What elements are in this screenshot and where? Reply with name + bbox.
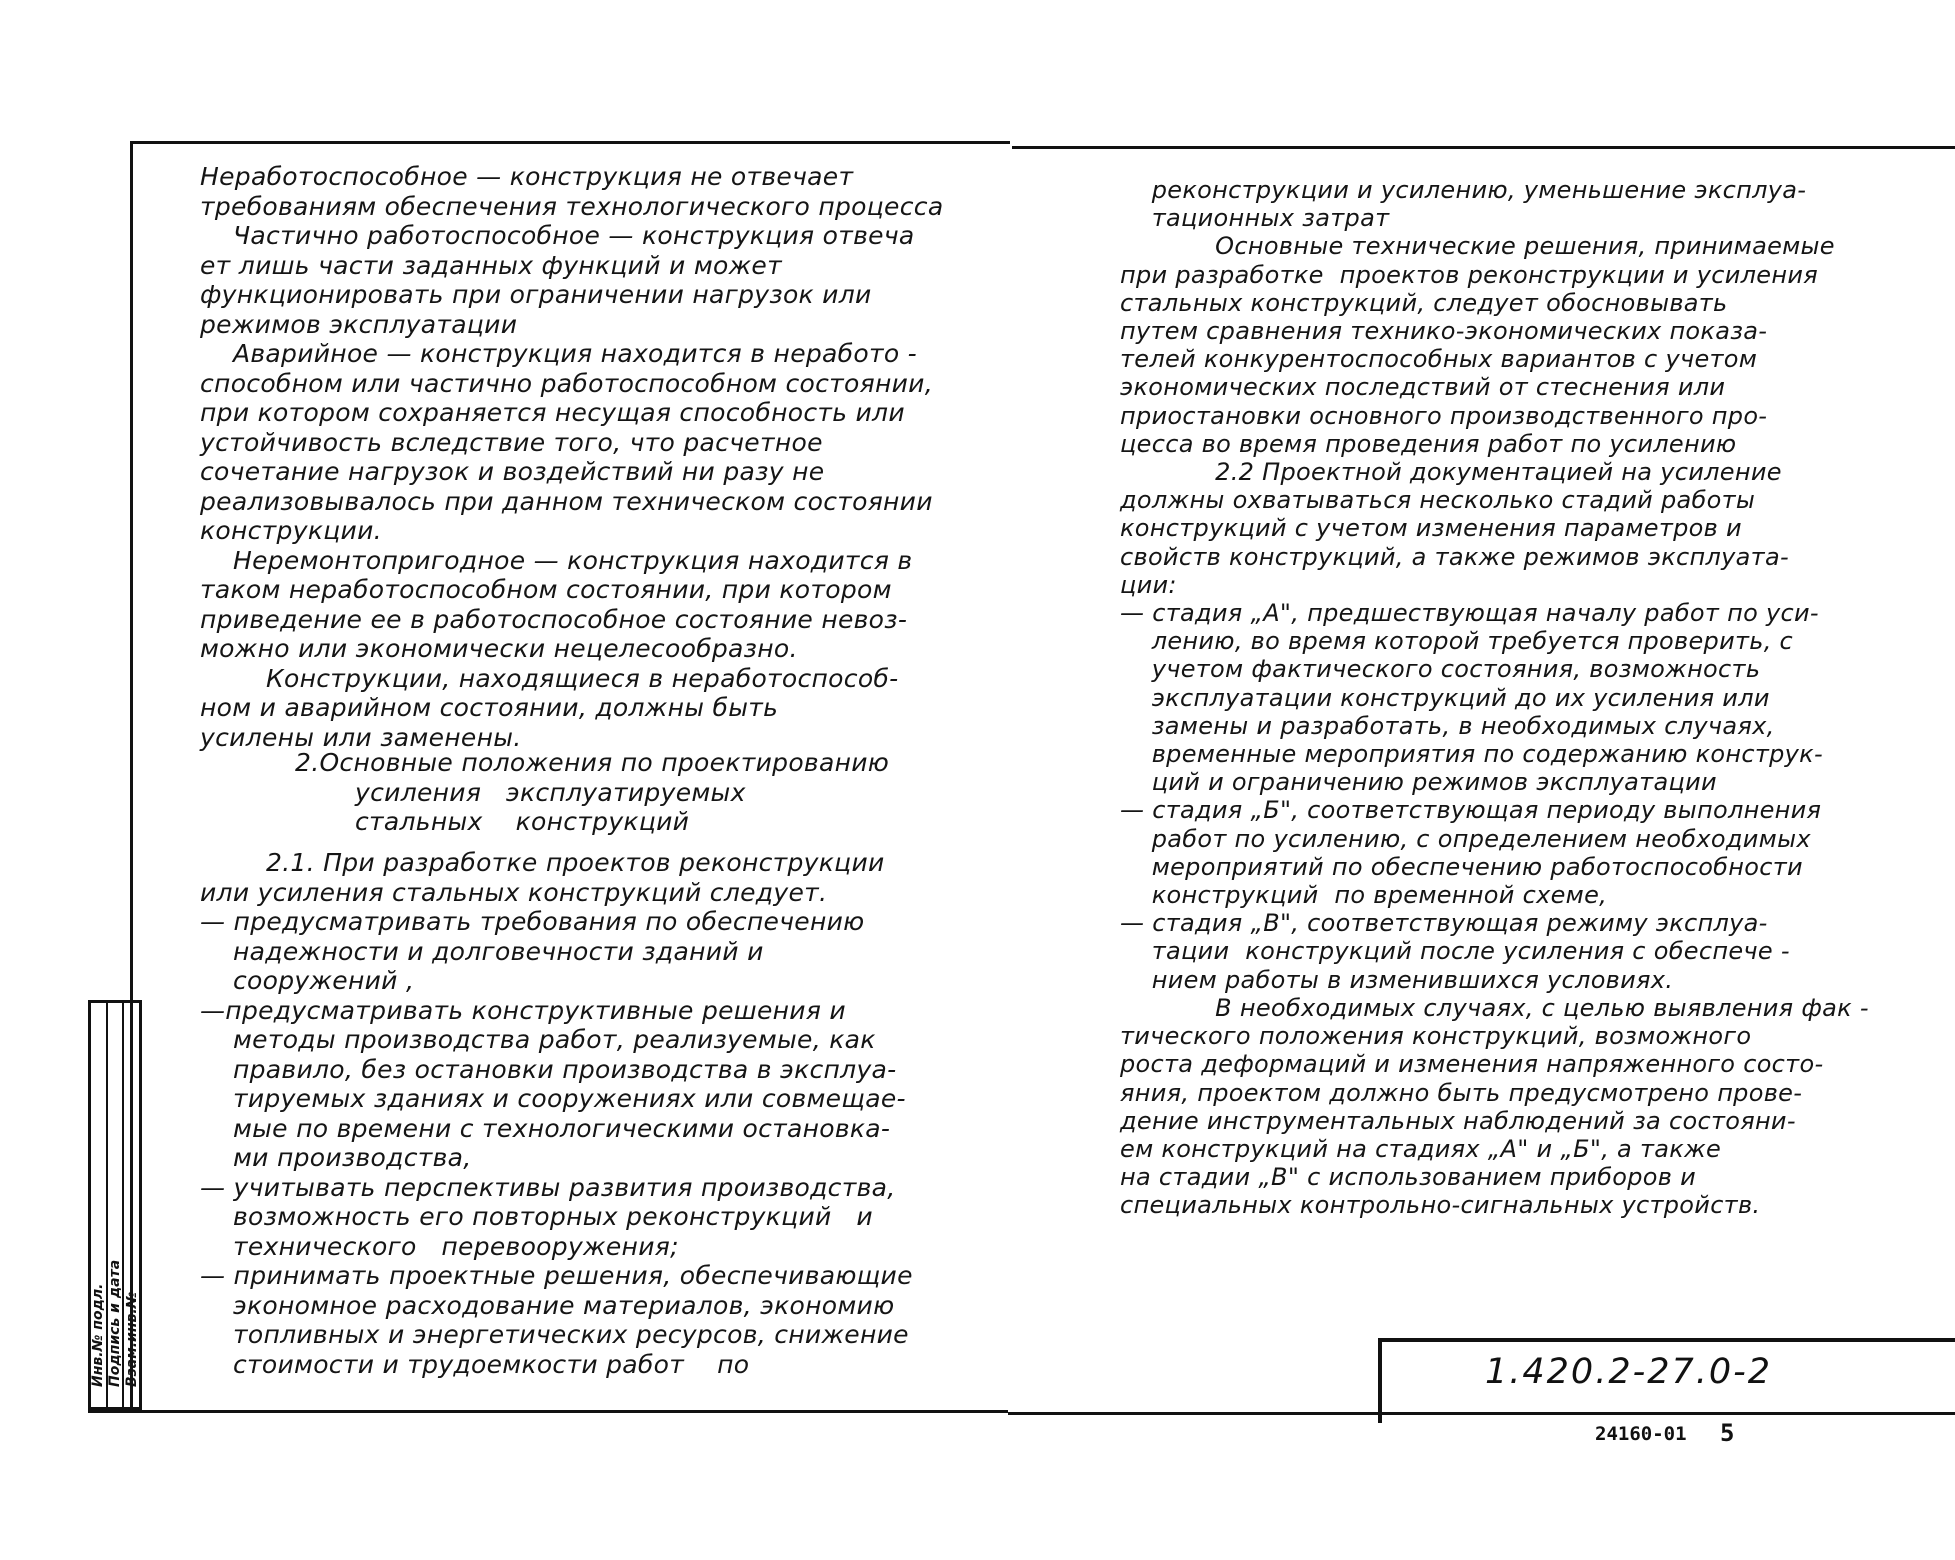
text-line: на стадии „В" с использованием приборов и xyxy=(1120,1163,1697,1192)
text-line: функционировать при ограничении нагрузок или xyxy=(200,280,872,309)
side-stamp-cell xyxy=(91,1003,108,1407)
text-line: или усиления стальных конструкций следует. xyxy=(200,877,828,907)
text-line: тируемых зданиях и сооружениях или совмещае- xyxy=(200,1084,906,1113)
side-stamp-cell xyxy=(108,1003,125,1407)
side-stamp-cell xyxy=(124,1003,139,1407)
text-line: учетом фактического состояния, возможность xyxy=(1120,655,1761,684)
text-line: конструкции. xyxy=(200,516,382,545)
text-line: при котором сохраняется несущая способность или xyxy=(200,398,905,427)
text-line: — принимать проектные решения, обеспечивающие xyxy=(200,1261,913,1290)
text-line: приведение ее в работоспособное состояние невоз- xyxy=(200,604,908,634)
text-line: реконструкции и усилению, уменьшение эксплуа- xyxy=(1120,176,1807,204)
text-line: телей конкурентоспособных вариантов с учетом xyxy=(1120,345,1758,374)
text-line: Конструкции, находящиеся в неработоспособ- xyxy=(200,663,899,693)
text-line: экономических последствий от стеснения или xyxy=(1120,373,1726,402)
text-line: методы производства работ, реализуемые, как xyxy=(200,1025,876,1054)
text-line: ном и аварийном состоянии, должны быть xyxy=(200,693,779,722)
text-line: временные мероприятия по содержанию конструк- xyxy=(1120,740,1823,769)
text-line: мые по времени с технологическими остановка- xyxy=(200,1113,891,1143)
text-line: — стадия „В", соответствующая режиму эксплуа- xyxy=(1120,909,1768,938)
text-line: — стадия „А", предшествующая началу работ по уси- xyxy=(1120,599,1819,628)
text-line: возможность его повторных реконструкций и xyxy=(200,1202,873,1231)
text-line: усилены или заменены. xyxy=(200,722,522,752)
text-line: приостановки основного производственного про- xyxy=(1120,401,1768,430)
text-line: работ по усилению, с определением необходимых xyxy=(1120,824,1811,853)
text-line: тации конструкций после усиления с обеспече - xyxy=(1120,937,1790,966)
text-line: режимов эксплуатации xyxy=(200,309,518,339)
right-column xyxy=(1120,176,1950,1220)
left-column-definitions xyxy=(200,162,1000,752)
text-line: при разработке проектов реконструкции и усиления xyxy=(1120,260,1818,289)
text-line: Неработоспособное — конструкция не отвечает xyxy=(200,162,854,191)
text-line: дение инструментальных наблюдений за состояни- xyxy=(1120,1106,1796,1135)
text-line: лению, во время которой требуется проверить, с xyxy=(1120,627,1794,656)
text-line: эксплуатации конструкций до их усиления или xyxy=(1120,683,1770,712)
text-line: путем сравнения технико-экономических показа- xyxy=(1120,317,1768,346)
side-stamp-inv-label: Инв.№ подл. xyxy=(90,1283,107,1387)
text-line: — учитывать перспективы развития производства, xyxy=(200,1172,896,1202)
section-heading-line: усиления эксплуатируемых xyxy=(355,777,746,807)
text-line: —предусматривать конструктивные решения и xyxy=(200,995,846,1025)
text-line: технического перевооружения; xyxy=(200,1231,679,1261)
text-line: тационных затрат xyxy=(1120,204,1390,233)
text-line: надежности и долговечности зданий и xyxy=(200,936,764,966)
text-line: стоимости и трудоемкости работ по xyxy=(200,1349,750,1379)
side-stamp-signature-label: Подпись и дата xyxy=(107,1259,123,1387)
text-line: цесса во время проведения работ по усилению xyxy=(1120,429,1737,458)
frame-top-left xyxy=(130,141,1010,144)
text-line: устойчивость вследствие того, что расчетное xyxy=(200,427,823,457)
text-line: свойств конструкций, а также режимов эксплуата- xyxy=(1120,542,1789,571)
archive-number: 24160-01 xyxy=(1595,1423,1687,1445)
text-line: ции: xyxy=(1120,570,1177,599)
frame-bottom-left xyxy=(88,1410,1008,1413)
text-line: яния, проектом должно быть предусмотрено прове- xyxy=(1120,1078,1803,1107)
text-line: требованиям обеспечения технологического процесса xyxy=(200,191,944,221)
text-line: В необходимых случаях, с целью выявления фак - xyxy=(1120,993,1869,1022)
text-line: — предусматривать требования по обеспечению xyxy=(200,907,865,936)
text-line: нием работы в изменившихся условиях. xyxy=(1120,965,1674,994)
text-line: 2.2 Проектной документацией на усиление xyxy=(1120,458,1782,487)
text-line: таком неработоспособном состоянии, при котором xyxy=(200,575,892,604)
text-line: ет лишь части заданных функций и может xyxy=(200,250,782,280)
text-line: ем конструкций на стадиях „А" и „Б", а также xyxy=(1120,1134,1722,1163)
left-column-requirements xyxy=(200,848,1005,1379)
text-line: сочетание нагрузок и воздействий ни разу не xyxy=(200,457,825,486)
text-line: Частично работоспособное — конструкция отвеча xyxy=(200,221,915,250)
document-code: 1.420.2-27.0-2 xyxy=(1485,1352,1773,1392)
text-line: топливных и энергетических ресурсов, снижение xyxy=(200,1320,909,1349)
side-stamp xyxy=(88,1000,142,1410)
text-line: сооружений , xyxy=(200,966,415,995)
text-line: Неремонтопригодное — конструкция находится в xyxy=(200,545,913,575)
text-line: замены и разработать, в необходимых случаях, xyxy=(1120,711,1775,740)
text-line: конструкций по временной схеме, xyxy=(1120,881,1608,910)
text-line: должны охватываться несколько стадий работы xyxy=(1120,486,1756,515)
text-line: Аварийное — конструкция находится в неработо - xyxy=(200,339,918,368)
text-line: Основные технические решения, принимаемые xyxy=(1120,232,1835,261)
frame-top-right xyxy=(1012,146,1955,149)
sheet-number: 5 xyxy=(1720,1419,1735,1447)
section-heading xyxy=(295,748,995,837)
text-line: правило, без остановки производства в эксплуа- xyxy=(200,1054,897,1084)
text-line: способном или частично работоспособном состоянии, xyxy=(200,368,933,398)
text-line: тического положения конструкций, возможного xyxy=(1120,1022,1752,1051)
text-line: — стадия „Б", соответствующая периоду выполнения xyxy=(1120,796,1822,825)
text-line: стальных конструкций, следует обосновывать xyxy=(1120,288,1728,317)
text-line: конструкций с учетом изменения параметров и xyxy=(1120,514,1742,543)
section-heading-line: стальных конструкций xyxy=(355,807,690,836)
text-line: мероприятий по обеспечению работоспособности xyxy=(1120,852,1803,881)
text-line: можно или экономически нецелесообразно. xyxy=(200,634,798,663)
text-line: экономное расходование материалов, экономию xyxy=(200,1290,895,1320)
text-line: ций и ограничению режимов эксплуатации xyxy=(1120,768,1717,797)
text-line: ми производства, xyxy=(200,1143,472,1172)
text-line: специальных контрольно-сигнальных устройств. xyxy=(1120,1191,1761,1220)
section-heading-line: 2.Основные положения по проектированию xyxy=(295,748,890,777)
text-line: роста деформаций и изменения напряженного состо- xyxy=(1120,1050,1824,1079)
side-stamp-replace-label: Взам.инв.№ xyxy=(123,1291,140,1387)
text-line: реализовывалось при данном техническом состоянии xyxy=(200,486,933,516)
text-line: 2.1. При разработке проектов реконструкции xyxy=(200,848,885,877)
